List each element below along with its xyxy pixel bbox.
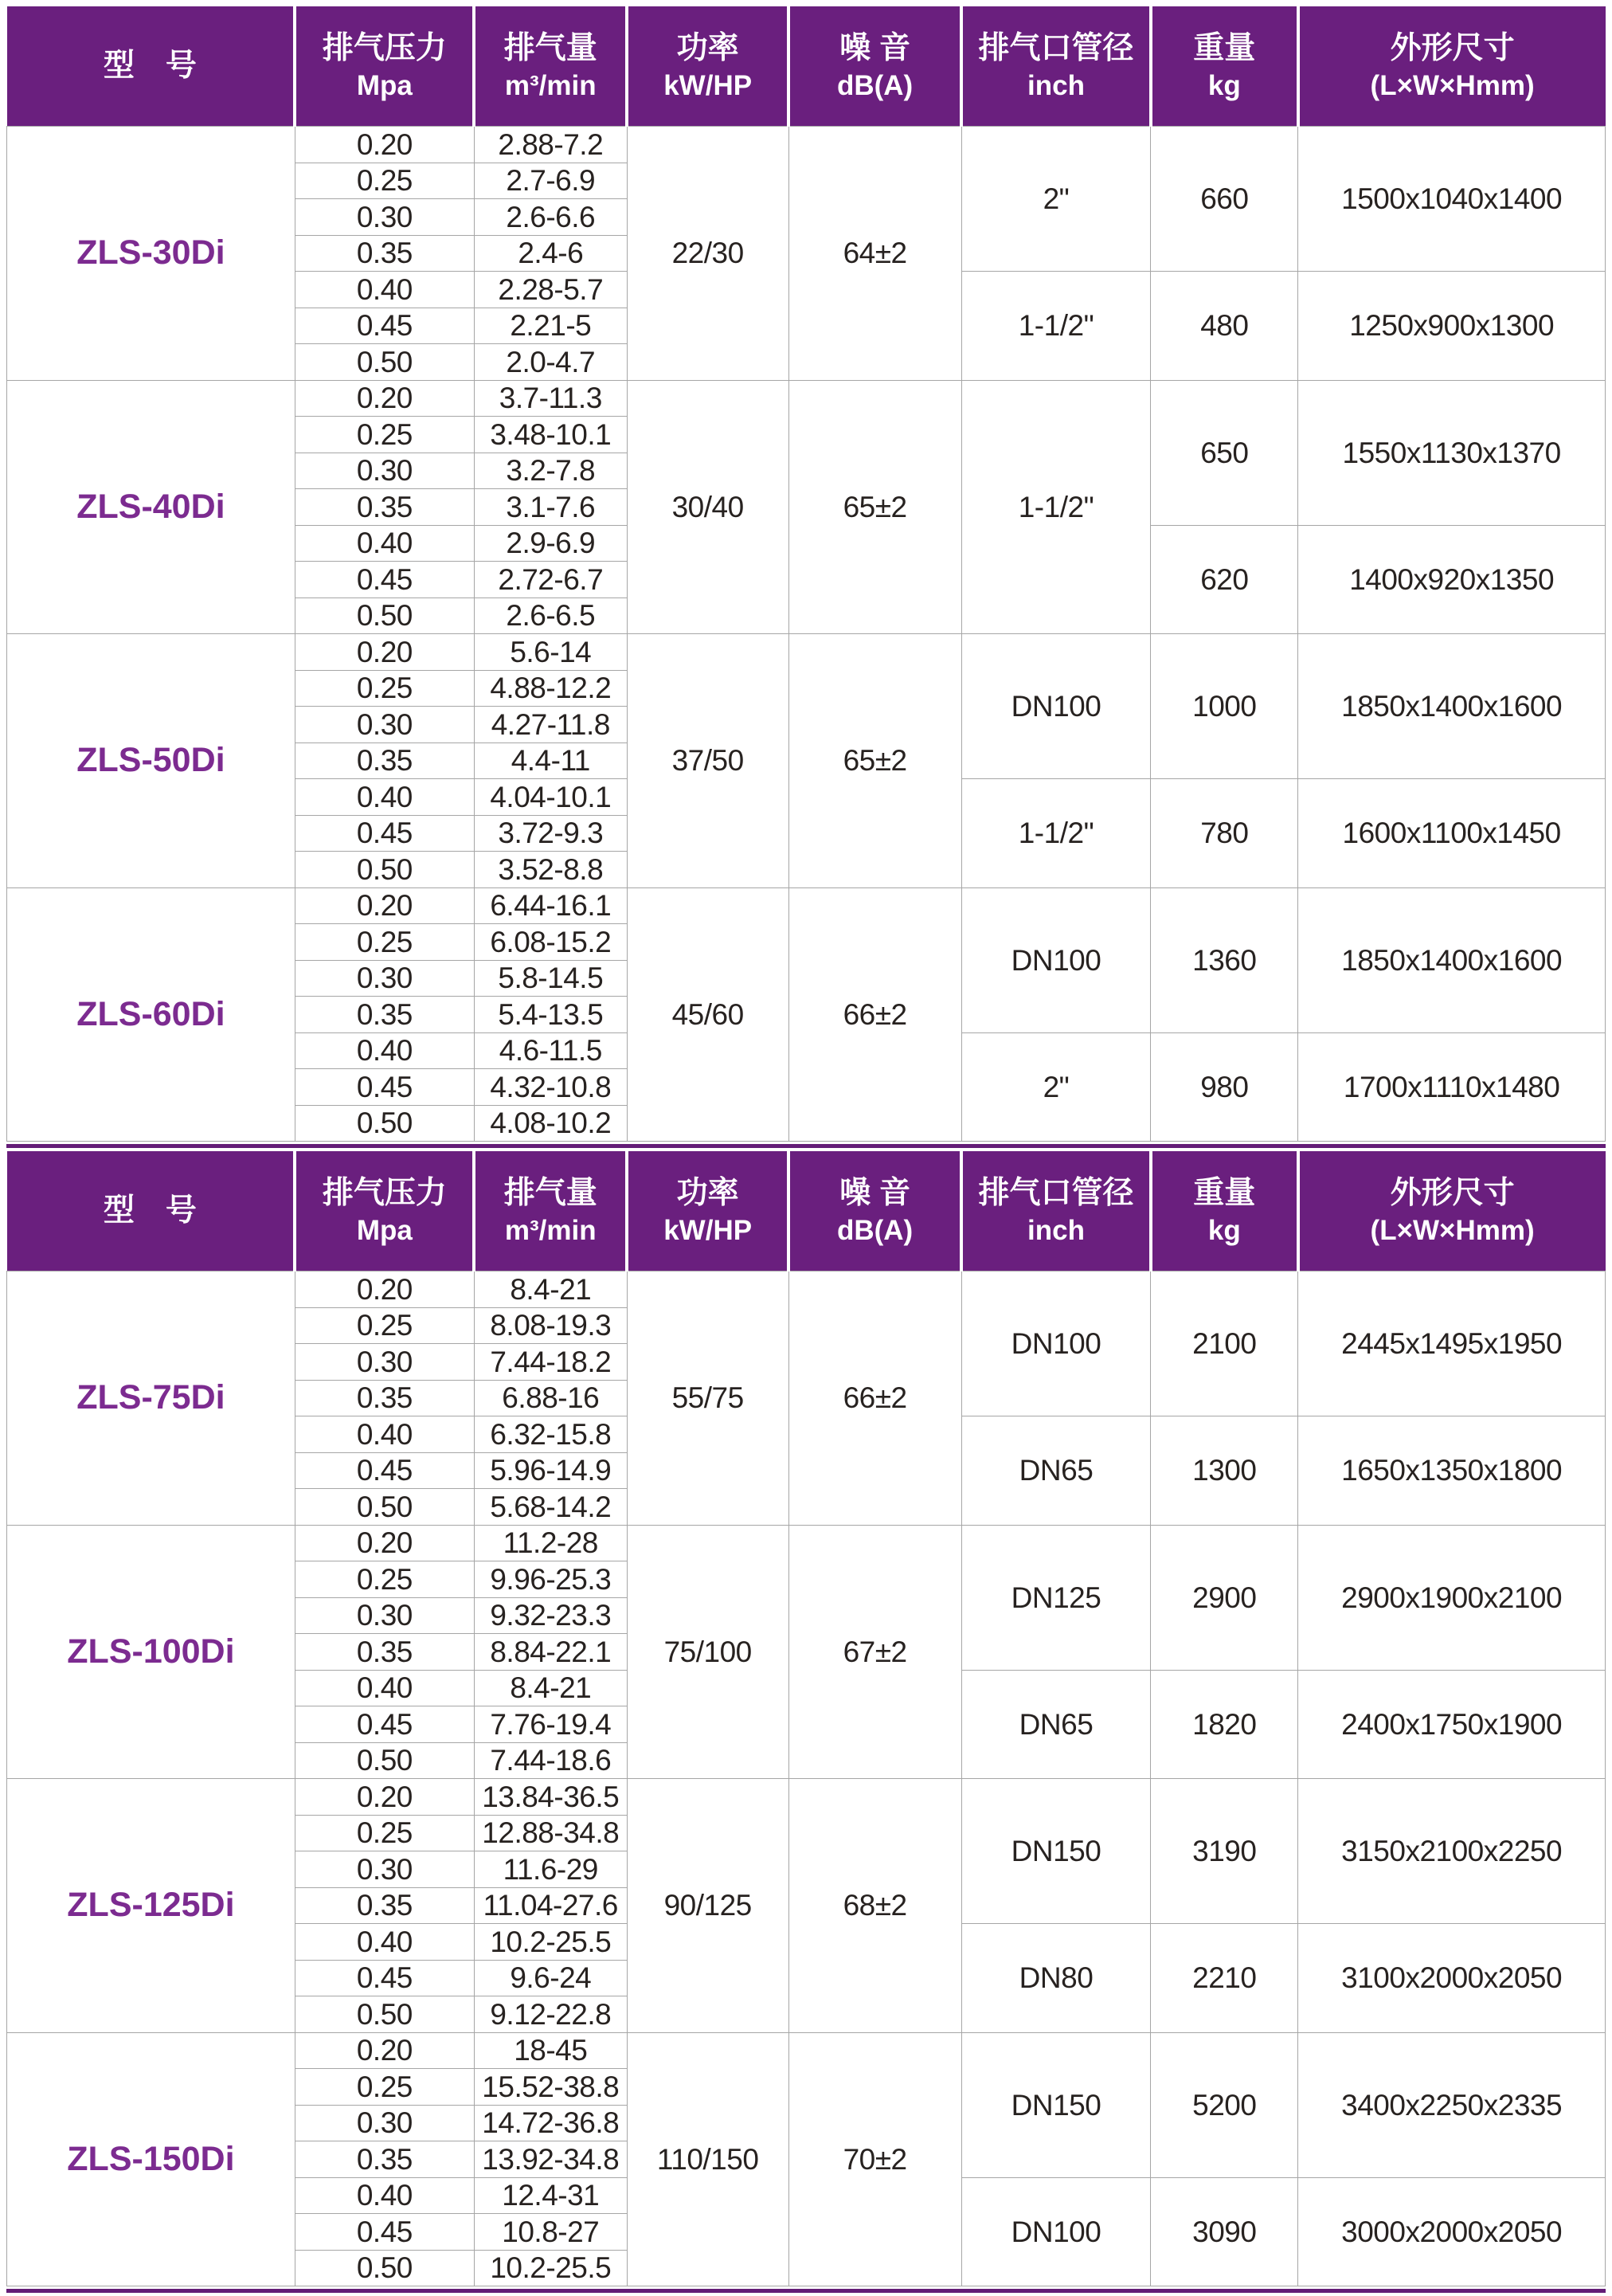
displacement-cell: 6.88-16: [474, 1380, 627, 1416]
pressure-cell: 0.40: [295, 2177, 474, 2214]
displacement-cell: 3.52-8.8: [474, 852, 627, 888]
weight-cell: 1360: [1151, 887, 1298, 1032]
weight-cell: 1000: [1151, 634, 1298, 779]
header-label-zh: 功率: [676, 1176, 739, 1211]
spec-block-lower: [6, 1151, 1606, 2293]
port-cell: DN125: [961, 1525, 1151, 1670]
displacement-cell: 3.7-11.3: [474, 380, 627, 417]
spec-row: [7, 2032, 1606, 2069]
weight-cell: 2210: [1151, 1924, 1298, 2033]
spec-row: [7, 1525, 1606, 1561]
displacement-cell: 2.6-6.5: [474, 598, 627, 634]
port-cell: 1-1/2": [961, 779, 1151, 888]
dims-cell: 1500x1040x1400: [1298, 127, 1606, 272]
header-power: [627, 6, 788, 127]
pressure-cell: 0.20: [295, 380, 474, 417]
weight-cell: 2900: [1151, 1525, 1298, 1670]
header-label-zh: 型 号: [103, 1193, 197, 1228]
dims-cell: 1850x1400x1600: [1298, 887, 1606, 1032]
displacement-cell: 7.44-18.2: [474, 1344, 627, 1381]
displacement-cell: 6.08-15.2: [474, 924, 627, 961]
header-label-zh: 噪 音: [839, 31, 910, 66]
header-label-zh: 外形尺寸: [1390, 31, 1515, 66]
dims-cell: 3000x2000x2050: [1298, 2177, 1606, 2286]
pressure-cell: 0.40: [295, 779, 474, 816]
port-cell: DN100: [961, 887, 1151, 1032]
header-label-unit: dB(A): [836, 70, 914, 102]
pressure-cell: 0.20: [295, 2032, 474, 2069]
dims-cell: 2900x1900x2100: [1298, 1525, 1606, 1670]
displacement-cell: 2.6-6.6: [474, 199, 627, 236]
table-header-upper: [7, 6, 1606, 127]
displacement-cell: 5.68-14.2: [474, 1489, 627, 1526]
pressure-cell: 0.40: [295, 1032, 474, 1069]
header-label-unit: (L×W×Hmm): [1370, 70, 1535, 102]
displacement-cell: 7.76-19.4: [474, 1706, 627, 1743]
displacement-cell: 11.04-27.6: [474, 1887, 627, 1924]
displacement-cell: 5.6-14: [474, 634, 627, 671]
displacement-cell: 15.52-38.8: [474, 2069, 627, 2106]
displacement-cell: 8.84-22.1: [474, 1634, 627, 1671]
displacement-cell: 3.48-10.1: [474, 417, 627, 453]
table-header-lower: [7, 1151, 1606, 1271]
dims-cell: 1400x920x1350: [1298, 525, 1606, 634]
pressure-cell: 0.40: [295, 272, 474, 308]
header-port: [961, 1151, 1151, 1271]
pressure-cell: 0.30: [295, 1597, 474, 1634]
header-label-zh: 外形尺寸: [1390, 1176, 1515, 1211]
displacement-cell: 9.6-24: [474, 1960, 627, 1996]
power-cell: 45/60: [627, 887, 788, 1142]
displacement-cell: 14.72-36.8: [474, 2105, 627, 2141]
pressure-cell: 0.50: [295, 1489, 474, 1526]
header-label-zh: 噪 音: [839, 1176, 910, 1211]
displacement-cell: 3.1-7.6: [474, 489, 627, 526]
pressure-cell: 0.25: [295, 670, 474, 707]
power-cell: 90/125: [627, 1779, 788, 2033]
pressure-cell: 0.45: [295, 1960, 474, 1996]
displacement-cell: 3.72-9.3: [474, 815, 627, 852]
pressure-cell: 0.30: [295, 1851, 474, 1888]
pressure-cell: 0.35: [295, 997, 474, 1033]
power-cell: 37/50: [627, 634, 788, 888]
pressure-cell: 0.45: [295, 562, 474, 598]
port-cell: 2": [961, 127, 1151, 272]
header-label-zh: 功率: [676, 31, 739, 66]
purple-divider: [6, 1144, 1606, 1148]
pressure-cell: 0.50: [295, 2250, 474, 2286]
pressure-cell: 0.45: [295, 815, 474, 852]
port-cell: DN100: [961, 2177, 1151, 2286]
spec-row: [7, 634, 1606, 671]
noise-cell: 66±2: [788, 1271, 961, 1526]
spec-table-lower: [6, 1151, 1606, 2286]
model-name: ZLS-40Di: [7, 380, 295, 634]
displacement-cell: 2.4-6: [474, 235, 627, 272]
displacement-cell: 2.72-6.7: [474, 562, 627, 598]
pressure-cell: 0.20: [295, 1525, 474, 1561]
displacement-cell: 10.2-25.5: [474, 1924, 627, 1961]
displacement-cell: 4.32-10.8: [474, 1069, 627, 1106]
header-label-unit: kW/HP: [663, 1215, 753, 1247]
header-label-unit: kg: [1207, 70, 1241, 102]
displacement-cell: 8.08-19.3: [474, 1307, 627, 1344]
displacement-cell: 2.21-5: [474, 308, 627, 344]
spec-row: [7, 380, 1606, 417]
displacement-cell: 9.12-22.8: [474, 1996, 627, 2033]
pressure-cell: 0.20: [295, 1271, 474, 1308]
header-label-zh: 重量: [1193, 31, 1256, 66]
pressure-cell: 0.20: [295, 634, 474, 671]
pressure-cell: 0.35: [295, 489, 474, 526]
displacement-cell: 2.7-6.9: [474, 163, 627, 199]
header-label-unit: Mpa: [356, 1215, 413, 1247]
noise-cell: 66±2: [788, 887, 961, 1142]
port-cell: DN65: [961, 1670, 1151, 1779]
port-cell: DN150: [961, 1779, 1151, 1924]
port-cell: DN150: [961, 2032, 1151, 2177]
weight-cell: 480: [1151, 272, 1298, 381]
displacement-cell: 4.04-10.1: [474, 779, 627, 816]
noise-cell: 65±2: [788, 634, 961, 888]
port-cell: DN65: [961, 1416, 1151, 1526]
noise-cell: 68±2: [788, 1779, 961, 2033]
header-label-zh: 排气量: [503, 31, 597, 66]
model-name: ZLS-75Di: [7, 1271, 295, 1526]
header-model: [7, 6, 295, 127]
displacement-cell: 13.84-36.5: [474, 1779, 627, 1816]
dims-cell: 1650x1350x1800: [1298, 1416, 1606, 1526]
header-label-unit: kW/HP: [663, 70, 753, 102]
spec-table-upper: [6, 6, 1606, 1142]
displacement-cell: 9.96-25.3: [474, 1561, 627, 1598]
port-cell: 1-1/2": [961, 272, 1151, 381]
dims-cell: 3400x2250x2335: [1298, 2032, 1606, 2177]
header-weight: [1151, 1151, 1298, 1271]
header-label-zh: 重量: [1193, 1176, 1256, 1211]
displacement-cell: 2.88-7.2: [474, 127, 627, 163]
model-name: ZLS-30Di: [7, 127, 295, 381]
model-name: ZLS-50Di: [7, 634, 295, 888]
pressure-cell: 0.35: [295, 742, 474, 779]
power-cell: 30/40: [627, 380, 788, 634]
header-label-zh: 排气压力: [322, 31, 447, 66]
pressure-cell: 0.45: [295, 308, 474, 344]
weight-cell: 980: [1151, 1032, 1298, 1142]
port-cell: DN80: [961, 1924, 1151, 2033]
port-cell: DN100: [961, 634, 1151, 779]
pressure-cell: 0.20: [295, 1779, 474, 1816]
weight-cell: 780: [1151, 779, 1298, 888]
pressure-cell: 0.45: [295, 1706, 474, 1743]
pressure-cell: 0.25: [295, 1307, 474, 1344]
noise-cell: 64±2: [788, 127, 961, 381]
pressure-cell: 0.35: [295, 1887, 474, 1924]
pressure-cell: 0.50: [295, 1105, 474, 1142]
header-displacement: [474, 1151, 627, 1271]
pressure-cell: 0.25: [295, 163, 474, 199]
pressure-cell: 0.50: [295, 598, 474, 634]
header-power: [627, 1151, 788, 1271]
compressor-spec-sheet: [6, 6, 1606, 2296]
displacement-cell: 3.2-7.8: [474, 453, 627, 489]
header-label-zh: 排气量: [503, 1176, 597, 1211]
pressure-cell: 0.30: [295, 1344, 474, 1381]
dims-cell: 1600x1100x1450: [1298, 779, 1606, 888]
header-label-unit: inch: [1027, 1215, 1085, 1247]
displacement-cell: 5.96-14.9: [474, 1452, 627, 1489]
header-noise: [788, 6, 961, 127]
weight-cell: 620: [1151, 525, 1298, 634]
displacement-cell: 6.32-15.8: [474, 1416, 627, 1453]
noise-cell: 65±2: [788, 380, 961, 634]
dims-cell: 3150x2100x2250: [1298, 1779, 1606, 1924]
header-label-unit: Mpa: [356, 70, 413, 102]
displacement-cell: 12.88-34.8: [474, 1815, 627, 1851]
header-model: [7, 1151, 295, 1271]
pressure-cell: 0.50: [295, 852, 474, 888]
dims-cell: 3100x2000x2050: [1298, 1924, 1606, 2033]
model-name: ZLS-150Di: [7, 2032, 295, 2286]
pressure-cell: 0.45: [295, 1452, 474, 1489]
displacement-cell: 2.9-6.9: [474, 525, 627, 562]
displacement-cell: 11.2-28: [474, 1525, 627, 1561]
header-dims: [1298, 6, 1606, 127]
header-row: [7, 6, 1606, 127]
header-pressure: [295, 6, 474, 127]
pressure-cell: 0.25: [295, 417, 474, 453]
spec-row: [7, 887, 1606, 924]
displacement-cell: 6.44-16.1: [474, 887, 627, 924]
pressure-cell: 0.35: [295, 235, 474, 272]
header-dims: [1298, 1151, 1606, 1271]
dims-cell: 2400x1750x1900: [1298, 1670, 1606, 1779]
header-port: [961, 6, 1151, 127]
displacement-cell: 2.28-5.7: [474, 272, 627, 308]
header-label-unit: (L×W×Hmm): [1370, 1215, 1535, 1247]
header-weight: [1151, 6, 1298, 127]
pressure-cell: 0.35: [295, 1380, 474, 1416]
weight-cell: 1820: [1151, 1670, 1298, 1779]
pressure-cell: 0.25: [295, 1815, 474, 1851]
pressure-cell: 0.25: [295, 2069, 474, 2106]
header-label-zh: 型 号: [103, 49, 197, 84]
pressure-cell: 0.20: [295, 887, 474, 924]
port-cell: 1-1/2": [961, 380, 1151, 634]
dims-cell: 1700x1110x1480: [1298, 1032, 1606, 1142]
pressure-cell: 0.40: [295, 1416, 474, 1453]
model-name: ZLS-100Di: [7, 1525, 295, 1779]
pressure-cell: 0.40: [295, 525, 474, 562]
power-cell: 55/75: [627, 1271, 788, 1526]
model-name: ZLS-125Di: [7, 1779, 295, 2033]
pressure-cell: 0.50: [295, 1996, 474, 2033]
header-displacement: [474, 6, 627, 127]
weight-cell: 650: [1151, 380, 1298, 525]
spec-row: [7, 1779, 1606, 1816]
spec-rows-lower: [7, 1271, 1606, 2286]
dims-cell: 1550x1130x1370: [1298, 380, 1606, 525]
port-cell: DN100: [961, 1271, 1151, 1416]
pressure-cell: 0.45: [295, 1069, 474, 1106]
noise-cell: 70±2: [788, 2032, 961, 2286]
pressure-cell: 0.30: [295, 199, 474, 236]
dims-cell: 1250x900x1300: [1298, 272, 1606, 381]
spec-row: [7, 1271, 1606, 1308]
header-label-zh: 排气口管径: [978, 31, 1134, 66]
header-noise: [788, 1151, 961, 1271]
pressure-cell: 0.30: [295, 707, 474, 743]
pressure-cell: 0.35: [295, 2141, 474, 2178]
header-label-unit: kg: [1207, 1215, 1241, 1247]
spec-row: [7, 127, 1606, 163]
purple-bottom-rule: [6, 2289, 1606, 2293]
displacement-cell: 4.4-11: [474, 742, 627, 779]
displacement-cell: 11.6-29: [474, 1851, 627, 1888]
power-cell: 75/100: [627, 1525, 788, 1779]
header-label-unit: inch: [1027, 70, 1085, 102]
pressure-cell: 0.50: [295, 344, 474, 381]
model-name: ZLS-60Di: [7, 887, 295, 1142]
port-cell: 2": [961, 1032, 1151, 1142]
displacement-cell: 12.4-31: [474, 2177, 627, 2214]
pressure-cell: 0.40: [295, 1924, 474, 1961]
header-label-unit: m³/min: [504, 70, 597, 102]
pressure-cell: 0.30: [295, 960, 474, 997]
pressure-cell: 0.35: [295, 1634, 474, 1671]
pressure-cell: 0.25: [295, 1561, 474, 1598]
noise-cell: 67±2: [788, 1525, 961, 1779]
displacement-cell: 10.2-25.5: [474, 2250, 627, 2286]
weight-cell: 3190: [1151, 1779, 1298, 1924]
displacement-cell: 13.92-34.8: [474, 2141, 627, 2178]
displacement-cell: 2.0-4.7: [474, 344, 627, 381]
spec-rows-upper: [7, 127, 1606, 1142]
power-cell: 110/150: [627, 2032, 788, 2286]
displacement-cell: 8.4-21: [474, 1271, 627, 1308]
displacement-cell: 9.32-23.3: [474, 1597, 627, 1634]
pressure-cell: 0.20: [295, 127, 474, 163]
power-cell: 22/30: [627, 127, 788, 381]
pressure-cell: 0.30: [295, 453, 474, 489]
header-row: [7, 1151, 1606, 1271]
displacement-cell: 5.4-13.5: [474, 997, 627, 1033]
displacement-cell: 8.4-21: [474, 1670, 627, 1706]
spec-block-upper: [6, 6, 1606, 1148]
header-label-unit: m³/min: [504, 1215, 597, 1247]
header-label-zh: 排气口管径: [978, 1176, 1134, 1211]
displacement-cell: 4.27-11.8: [474, 707, 627, 743]
weight-cell: 2100: [1151, 1271, 1298, 1416]
pressure-cell: 0.40: [295, 1670, 474, 1706]
pressure-cell: 0.30: [295, 2105, 474, 2141]
weight-cell: 3090: [1151, 2177, 1298, 2286]
displacement-cell: 10.8-27: [474, 2214, 627, 2251]
header-label-zh: 排气压力: [322, 1176, 447, 1211]
displacement-cell: 7.44-18.6: [474, 1742, 627, 1779]
header-pressure: [295, 1151, 474, 1271]
displacement-cell: 5.8-14.5: [474, 960, 627, 997]
dims-cell: 2445x1495x1950: [1298, 1271, 1606, 1416]
header-label-unit: dB(A): [836, 1215, 914, 1247]
pressure-cell: 0.50: [295, 1742, 474, 1779]
displacement-cell: 4.6-11.5: [474, 1032, 627, 1069]
displacement-cell: 4.88-12.2: [474, 670, 627, 707]
dims-cell: 1850x1400x1600: [1298, 634, 1606, 779]
pressure-cell: 0.45: [295, 2214, 474, 2251]
pressure-cell: 0.25: [295, 924, 474, 961]
displacement-cell: 18-45: [474, 2032, 627, 2069]
weight-cell: 5200: [1151, 2032, 1298, 2177]
weight-cell: 1300: [1151, 1416, 1298, 1526]
displacement-cell: 4.08-10.2: [474, 1105, 627, 1142]
weight-cell: 660: [1151, 127, 1298, 272]
